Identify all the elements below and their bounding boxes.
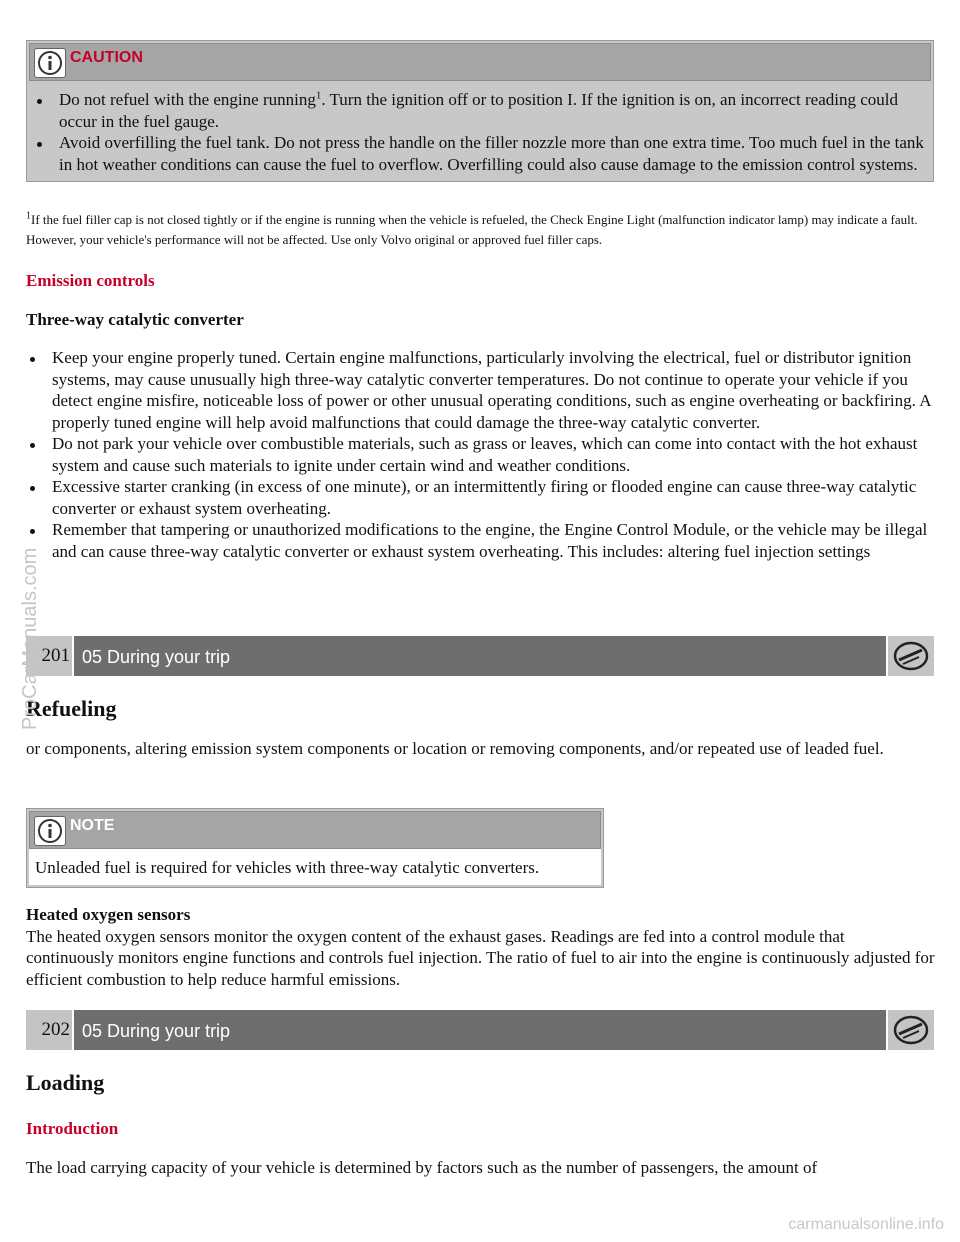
page-number: 201 — [26, 636, 72, 676]
page-band-202 — [26, 1010, 934, 1050]
caution-box — [26, 40, 934, 182]
note-header — [29, 811, 601, 849]
page-title-loading: Loading — [26, 1070, 105, 1095]
paragraph: or components, altering emission system components or location or removing components, and/or repeated use of leaded fuel. — [26, 738, 884, 758]
paragraph: The load carrying capacity of your vehicle is determined by factors such as the number of passengers, the amount of — [26, 1158, 818, 1177]
chapter-title: 05 During your trip — [74, 636, 886, 676]
page-title-refueling: Refueling — [26, 696, 117, 721]
caution-item: Avoid overfilling the fuel tank. Do not press the handle on the filler nozzle more than one extra time. Too much fuel in the tank in hot weather conditions can cause the fuel to overflow. Overfilling could also cause damage to the emission control systems. — [33, 132, 927, 175]
list-item: Remember that tampering or unauthorized modifications to the engine, the Engine Control Module, or the vehicle may be illegal and can cause three-way catalytic converter or exhaust system overheating. This includes: altering fuel injection settings — [26, 519, 936, 562]
side-watermark: ProCarManuals.com — [19, 547, 41, 730]
note-box — [26, 808, 604, 888]
chapter-title: 05 During your trip — [74, 1010, 886, 1050]
page-band-201 — [26, 636, 934, 676]
footer-watermark: carmanualsonline.info — [788, 1216, 944, 1233]
caution-label: CAUTION — [70, 49, 143, 66]
caution-header — [29, 43, 931, 81]
chapter-icon — [888, 1010, 934, 1050]
info-icon — [34, 816, 66, 846]
note-text: Unleaded fuel is required for vehicles with three-way catalytic converters. — [35, 858, 540, 877]
info-icon — [34, 48, 66, 78]
chapter-icon — [888, 636, 934, 676]
list-item: Keep your engine properly tuned. Certain engine malfunctions, particularly involving the electrical, fuel or distributor ignition systems, may cause unusually high three-way catalytic converter temperatures. Do not continue to operate your vehicle if you detect engine misfire, noticeable loss of power or other unusual operating conditions, such as engine overheating or backfiring. A properly tuned engine will help avoid malfunctions that could damage the three-way catalytic converter. — [26, 347, 936, 433]
list-item: Excessive starter cranking (in excess of one minute), or an intermittently firing or flooded engine can cause three-way catalytic converter or exhaust system overheating. — [26, 476, 936, 519]
subheading-oxygen: Heated oxygen sensors — [26, 905, 191, 924]
caution-item: Do not refuel with the engine running$^1$. Turn the ignition off or to position I. If the ignition is on, an incorrect reading could occur in the fuel gauge. — [33, 89, 927, 132]
list-item: Do not park your vehicle over combustible materials, such as grass or leaves, which can come into contact with the hot exhaust system and cause such materials to ignite under certain wind and weather conditions. — [26, 433, 936, 476]
section-heading-emission: Emission controls — [26, 271, 155, 290]
paragraph: The heated oxygen sensors monitor the oxygen content of the exhaust gases. Readings are fed into a control module that continuously monitors engine functions and controls fuel injection. The ratio of fuel to air into the engine is continuously adjusted for efficient combustion to help reduce harmful emissions. — [26, 926, 935, 989]
page-number: 202 — [26, 1010, 72, 1050]
section-heading-introduction: Introduction — [26, 1118, 119, 1138]
note-label: NOTE — [70, 817, 115, 834]
footnote: $^1$If the fuel filler cap is not closed tightly or if the engine is running when the vehicle is refueled, the Check Engine Light (malfunction indicator lamp) may indicate a fault. However, your vehicle's performance will not be affected. Use only Volvo original or approved fuel filler caps. — [26, 210, 918, 247]
subheading-catalytic: Three-way catalytic converter — [26, 309, 244, 329]
emission-list — [26, 347, 936, 562]
